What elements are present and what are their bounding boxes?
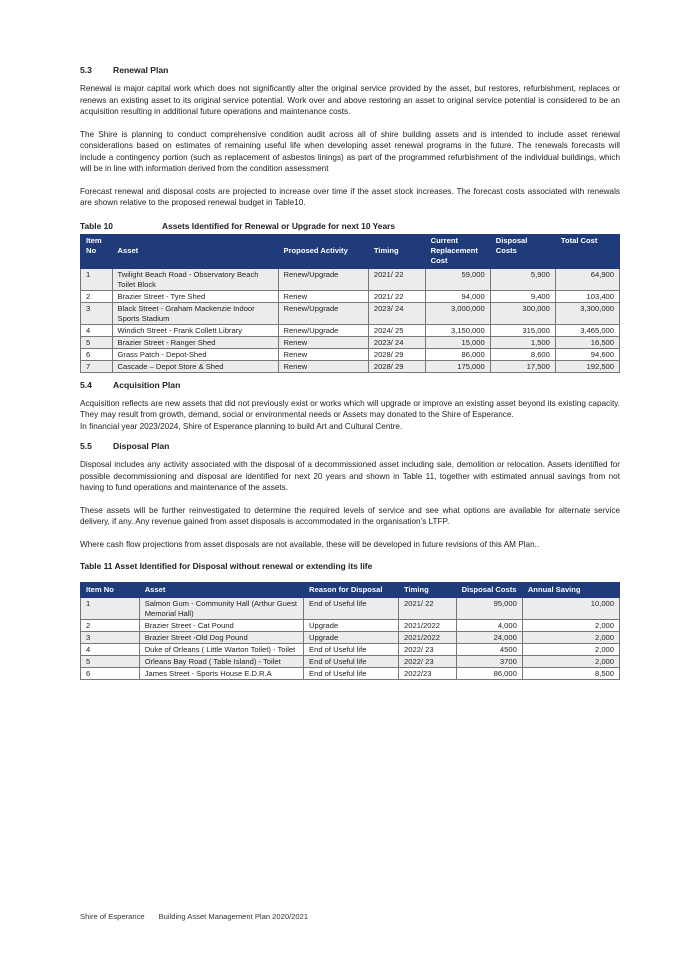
section-number: 5.3 bbox=[80, 65, 92, 75]
table-cell: 9,400 bbox=[490, 290, 555, 302]
column-header: Timing bbox=[368, 234, 425, 268]
table-cell: 64,900 bbox=[555, 268, 619, 290]
table-cell: Renew/Upgrade bbox=[278, 302, 368, 324]
table-cell: 2,000 bbox=[522, 656, 619, 668]
table-cell: Renew bbox=[278, 360, 368, 372]
table-cell: 4 bbox=[81, 324, 113, 336]
table-cell: 1,500 bbox=[490, 336, 555, 348]
table-cell: 86,000 bbox=[456, 668, 522, 680]
table-cell: Black Street - Graham Mackenzie Indoor Sports Stadium bbox=[112, 302, 278, 324]
table-row bbox=[81, 656, 620, 668]
column-header: Reason for Disposal bbox=[304, 583, 399, 598]
table-cell: 3,465,000 bbox=[555, 324, 619, 336]
table-cell: 2 bbox=[81, 290, 113, 302]
table-cell: Renew bbox=[278, 336, 368, 348]
paragraph: Where cash flow projections from asset disposals are not available, these will be developed in future revisions of this AM Plan.. bbox=[80, 539, 540, 549]
paragraph: Acquisition reflects are new assets that did not previously exist or works which will upgrade or improve an existing asset beyond its existing capacity. They may result from growth, demand, social or environmental needs or Assets may donated to the Shire of Esperance. bbox=[80, 398, 620, 419]
table-cell: 8,600 bbox=[490, 348, 555, 360]
column-header: Item No bbox=[81, 234, 113, 268]
table-cell: 2 bbox=[81, 620, 140, 632]
table-cell: Cascade – Depot Store & Shed bbox=[112, 360, 278, 372]
table-title: Assets Identified for Renewal or Upgrade for next 10 Years bbox=[162, 220, 396, 231]
column-header: Disposal Costs bbox=[456, 583, 522, 598]
table-cell: 6 bbox=[81, 348, 113, 360]
table-cell: 192,500 bbox=[555, 360, 619, 372]
table-cell: 86,000 bbox=[425, 348, 490, 360]
table-cell: 2023/ 24 bbox=[368, 302, 425, 324]
table-row bbox=[81, 348, 620, 360]
table-row bbox=[81, 668, 620, 680]
table-cell: 3700 bbox=[456, 656, 522, 668]
table-row bbox=[81, 620, 620, 632]
table-cell: 300,000 bbox=[490, 302, 555, 324]
table-cell: 3 bbox=[81, 632, 140, 644]
table-cell: Orleans Bay Road ( Table Island) - Toilet bbox=[139, 656, 303, 668]
table-cell: Renew bbox=[278, 348, 368, 360]
section-number: 5.4 bbox=[80, 379, 92, 390]
section-title: Acquisition Plan bbox=[113, 379, 181, 390]
table-cell: Windich Street - Frank Collett Library bbox=[112, 324, 278, 336]
renewal-table bbox=[80, 234, 620, 373]
table-cell: End of Useful life bbox=[304, 644, 399, 656]
table-cell: 24,000 bbox=[456, 632, 522, 644]
column-header: Total Cost bbox=[555, 234, 619, 268]
section-title: Disposal Plan bbox=[113, 441, 170, 451]
table-caption bbox=[80, 220, 620, 232]
table-cell: Brazier Street - Ranger Shed bbox=[112, 336, 278, 348]
table-header-row bbox=[81, 234, 620, 268]
table-cell: 3,300,000 bbox=[555, 302, 619, 324]
column-header: Proposed Activity bbox=[278, 234, 368, 268]
table-cell: Brazier Street -Old Dog Pound bbox=[139, 632, 303, 644]
table-cell: End of Useful life bbox=[304, 598, 399, 620]
table-cell: Brazier Street - Tyre Shed bbox=[112, 290, 278, 302]
table-cell: 2023/ 24 bbox=[368, 336, 425, 348]
table-cell: Upgrade bbox=[304, 620, 399, 632]
document-page bbox=[80, 64, 620, 680]
table-cell: 2022/ 23 bbox=[399, 656, 457, 668]
table-cell: 175,000 bbox=[425, 360, 490, 372]
table-caption: Table 11 Asset Identified for Disposal without renewal or extending its life bbox=[80, 561, 373, 571]
table-cell: 2021/2022 bbox=[399, 632, 457, 644]
table-cell: 315,000 bbox=[490, 324, 555, 336]
paragraph: Disposal includes any activity associated with the disposal of a decommissioned asset including sale, demolition or relocation. Assets identified for possible decommissioning and disposal are identified for next 20 years and shown in Table 11, together with estimated annual savings from not having to fund operations and maintenance of the assets. bbox=[80, 460, 620, 492]
table-cell: 2021/ 22 bbox=[399, 598, 457, 620]
table-cell: 59,000 bbox=[425, 268, 490, 290]
table-cell: 5 bbox=[81, 656, 140, 668]
table-cell: 3,150,000 bbox=[425, 324, 490, 336]
section-title: Renewal Plan bbox=[113, 65, 169, 75]
table-label: Table 10 bbox=[80, 220, 113, 231]
table-cell: 7 bbox=[81, 360, 113, 372]
table-cell: End of Useful life bbox=[304, 656, 399, 668]
table-cell: 8,500 bbox=[522, 668, 619, 680]
table-cell: Renew/Upgrade bbox=[278, 324, 368, 336]
table-cell: 2024/ 25 bbox=[368, 324, 425, 336]
table-row bbox=[81, 268, 620, 290]
table-cell: 4500 bbox=[456, 644, 522, 656]
table-cell: James Street - Sports House E.D.R.A bbox=[139, 668, 303, 680]
table-cell: Grass Patch - Depot-Shed bbox=[112, 348, 278, 360]
table-cell: 95,000 bbox=[456, 598, 522, 620]
table-cell: 94,000 bbox=[425, 290, 490, 302]
paragraph: In financial year 2023/2024, Shire of Esperance planning to build Art and Cultural Centre. bbox=[80, 421, 403, 431]
paragraph: Forecast renewal and disposal costs are projected to increase over time if the asset stock increases. The forecast costs associated with renewals are shown relative to the proposed renewal budget in Table10. bbox=[80, 186, 620, 207]
table-cell: 5 bbox=[81, 336, 113, 348]
column-header: Disposal Costs bbox=[490, 234, 555, 268]
table-cell: End of Useful life bbox=[304, 668, 399, 680]
table-cell: 4,000 bbox=[456, 620, 522, 632]
table-cell: 2021/ 22 bbox=[368, 268, 425, 290]
section-heading-acquisition bbox=[80, 379, 620, 391]
table-cell: 2,000 bbox=[522, 632, 619, 644]
table-cell: Brazier Street - Cat Pound bbox=[139, 620, 303, 632]
table-cell: Duke of Orleans ( Little Warton Toilet) - Toilet bbox=[139, 644, 303, 656]
table-cell: 3,000,000 bbox=[425, 302, 490, 324]
column-header: Asset bbox=[112, 234, 278, 268]
table-row bbox=[81, 336, 620, 348]
table-cell: 4 bbox=[81, 644, 140, 656]
table-row bbox=[81, 598, 620, 620]
table-cell: Salmon Gum - Community Hall (Arthur Guest Memorial Hall) bbox=[139, 598, 303, 620]
column-header: Timing bbox=[399, 583, 457, 598]
paragraph: These assets will be further reinvestigated to determine the required levels of service and see what options are available for alternate service delivery, if any. Any revenue gained from asset disposals is accommodated in the organisation’s LTFP. bbox=[80, 505, 620, 526]
table-cell: 2028/ 29 bbox=[368, 348, 425, 360]
table-cell: 2021/2022 bbox=[399, 620, 457, 632]
table-cell: 2,000 bbox=[522, 644, 619, 656]
table-cell: 17,500 bbox=[490, 360, 555, 372]
table-row bbox=[81, 360, 620, 372]
section-heading-disposal bbox=[80, 440, 620, 452]
column-header: Item No bbox=[81, 583, 140, 598]
table-header-row bbox=[81, 583, 620, 598]
table-cell: 1 bbox=[81, 268, 113, 290]
table-cell: Twilight Beach Road - Observatory Beach Toilet Block bbox=[112, 268, 278, 290]
paragraph: The Shire is planning to conduct comprehensive condition audit across all of shire building assets and is intended to include asset renewal considerations based on estimates of remaining useful life when developing asset renewal programs in the future. The renewals forecasts will include a contingency portion (such as replacement of asbestos linings) as part of the programmed refurbishment of the individual buildings, which will be in line with information derived from the condition assessment bbox=[80, 129, 620, 173]
table-cell: Renew/Upgrade bbox=[278, 268, 368, 290]
table-cell: 2022/ 23 bbox=[399, 644, 457, 656]
table-cell: 5,900 bbox=[490, 268, 555, 290]
table-row bbox=[81, 632, 620, 644]
table-cell: 15,000 bbox=[425, 336, 490, 348]
table-row bbox=[81, 644, 620, 656]
table-cell: 2,000 bbox=[522, 620, 619, 632]
table-cell: Upgrade bbox=[304, 632, 399, 644]
footer-organisation: Shire of Esperance bbox=[80, 912, 145, 921]
table-cell: Renew bbox=[278, 290, 368, 302]
table-cell: 2021/ 22 bbox=[368, 290, 425, 302]
column-header: Asset bbox=[139, 583, 303, 598]
disposal-table bbox=[80, 582, 620, 680]
table-row bbox=[81, 290, 620, 302]
page-footer bbox=[80, 911, 308, 923]
table-cell: 3 bbox=[81, 302, 113, 324]
table-cell: 6 bbox=[81, 668, 140, 680]
table-row bbox=[81, 324, 620, 336]
table-cell: 2022/23 bbox=[399, 668, 457, 680]
table-cell: 10,000 bbox=[522, 598, 619, 620]
table-cell: 2028/ 29 bbox=[368, 360, 425, 372]
section-heading-renewal bbox=[80, 64, 620, 76]
column-header: Current Replacement Cost bbox=[425, 234, 490, 268]
section-number: 5.5 bbox=[80, 441, 92, 451]
table-cell: 103,400 bbox=[555, 290, 619, 302]
table-row bbox=[81, 302, 620, 324]
paragraph: Renewal is major capital work which does not significantly alter the original service provided by the asset, but restores, refurbishment, replaces or renews an existing asset to its original service potential. Work over and above restoring an asset to original service potential is considered to be an acquisition resulting in additional future operations and maintenance costs. bbox=[80, 84, 620, 116]
column-header: Annual Saving bbox=[522, 583, 619, 598]
table-cell: 94,600 bbox=[555, 348, 619, 360]
footer-document-title: Building Asset Management Plan 2020/2021 bbox=[158, 912, 309, 921]
table-cell: 1 bbox=[81, 598, 140, 620]
table-cell: 16,500 bbox=[555, 336, 619, 348]
